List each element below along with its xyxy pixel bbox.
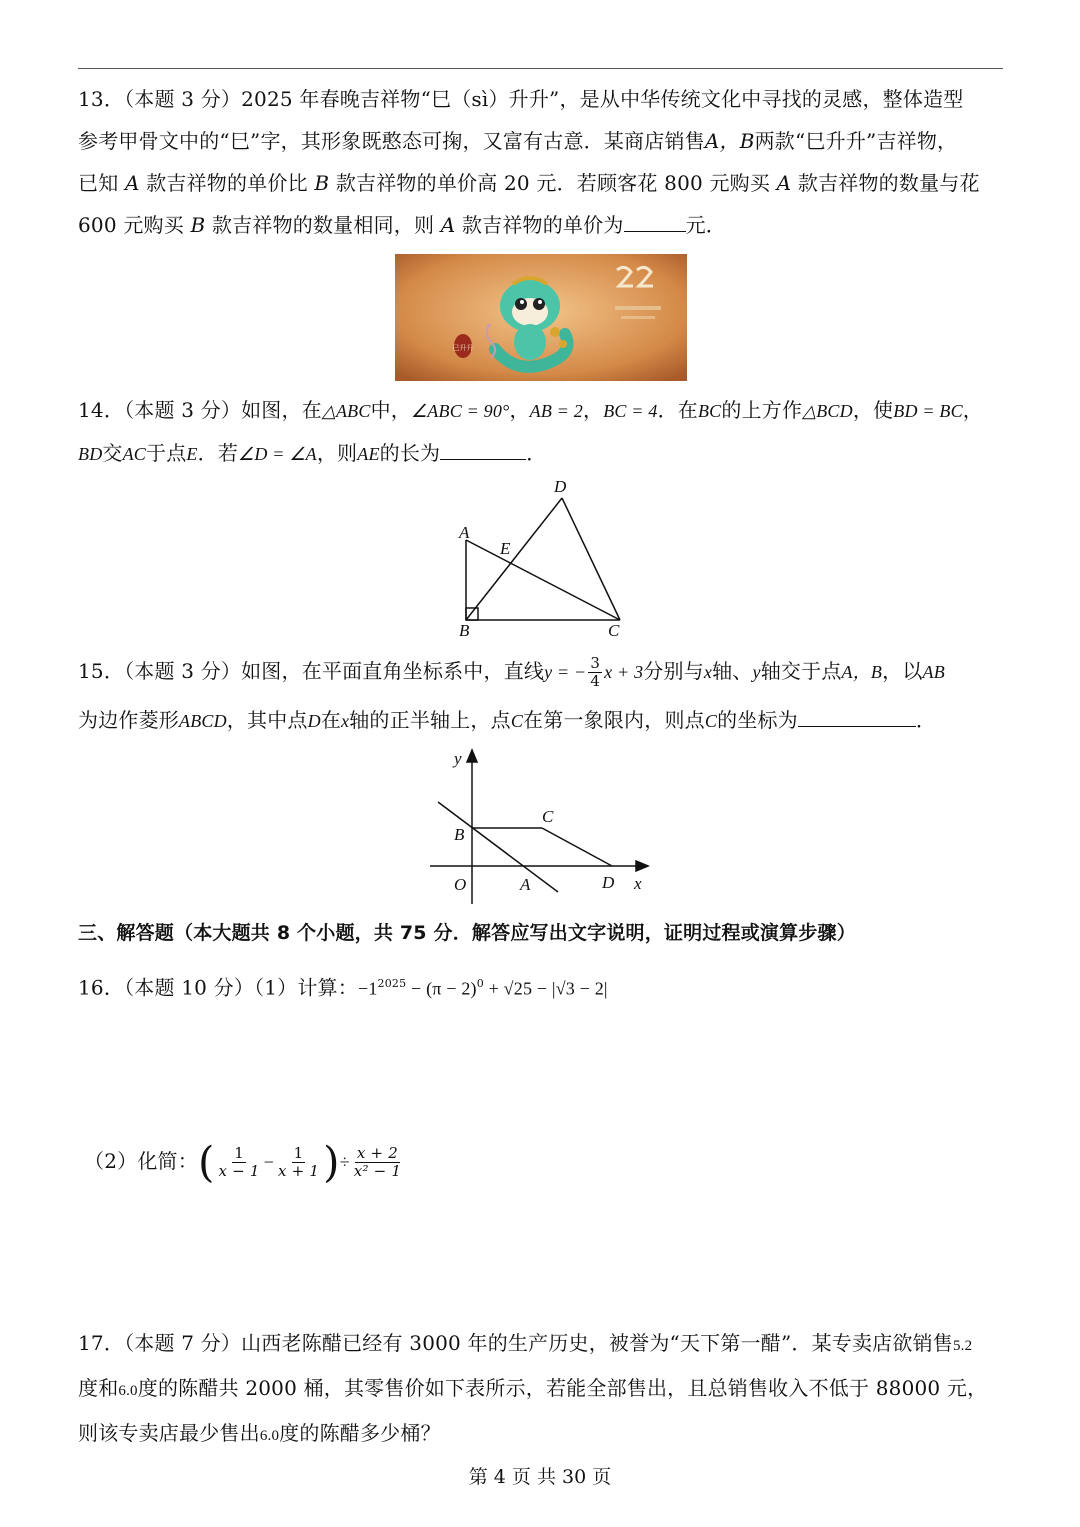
- question-15: [78, 650, 1003, 742]
- q14-triangle-figure: [450, 474, 635, 639]
- expr-term: −1: [357, 978, 378, 999]
- q15-math: A，B: [841, 662, 883, 682]
- q15-line-1: [78, 650, 1003, 693]
- q15-math: C: [704, 711, 718, 731]
- question-13: [78, 78, 1003, 246]
- q14-math: E: [186, 444, 198, 464]
- q14-text: 如图，在: [241, 398, 322, 422]
- q14-math: BC = 4: [603, 401, 658, 421]
- q14-math: AB = 2: [529, 401, 583, 421]
- q17-text: 度和: [78, 1376, 119, 1400]
- q15-math: y: [752, 662, 761, 682]
- header-rule: [78, 68, 1003, 69]
- q13-text: 款吉祥物的数量相同，则: [211, 213, 435, 237]
- fraction-denominator: x² − 1: [353, 1162, 402, 1180]
- question-number: 14．: [78, 398, 125, 422]
- q17-text: 度的陈醋多少桶？: [279, 1421, 441, 1445]
- fraction-denominator: x + 1: [278, 1162, 320, 1180]
- expr-exponent: 0: [476, 977, 484, 990]
- q13-unit: 元．: [685, 213, 726, 237]
- q14-math: ∠ABC = 90°: [410, 401, 510, 421]
- right-paren: ): [323, 1137, 340, 1187]
- fraction-3: [352, 1145, 403, 1180]
- segment-ac: [466, 540, 620, 620]
- q15-text: 为边作菱形: [78, 708, 179, 732]
- q14-text: ，则: [316, 441, 358, 465]
- q14-text: ．若: [197, 441, 239, 465]
- q14-math: ∠D = ∠A: [238, 444, 317, 464]
- q14-math: AC: [122, 444, 147, 464]
- seal-text: 巳升升: [452, 344, 474, 352]
- fraction-2: [276, 1145, 321, 1180]
- fraction-denominator: 4: [590, 672, 601, 690]
- x-axis-arrow: [636, 861, 648, 871]
- q13-var: B: [190, 213, 206, 237]
- expr-term: − (π − 2): [406, 978, 477, 999]
- equation-fraction: [588, 655, 602, 690]
- question-16-part-1: [78, 963, 1003, 1010]
- label-c: C: [542, 807, 554, 826]
- q15-text: 轴、: [712, 659, 753, 683]
- q13-line-1: [78, 78, 1003, 120]
- fraction-numerator: x + 2: [356, 1144, 399, 1162]
- question-number: 16．: [78, 975, 125, 1000]
- q15-line-2: [78, 699, 1003, 742]
- q17-value: 6.0: [118, 1383, 138, 1399]
- q14-line-1: 14．（本题 3 分）如图，在△ABC中，∠ABC = 90°，AB = 2，BC = 4．在BC的上方作△BCD，使BD = BC，: [78, 398, 983, 422]
- division-sign: ÷: [339, 1152, 350, 1172]
- segment-cd: [562, 498, 620, 620]
- q15-text: 的坐标为: [717, 708, 798, 732]
- q17-value: 5.2: [952, 1338, 973, 1354]
- q13-text: 600 元购买: [78, 213, 184, 237]
- question-17: [78, 1322, 1003, 1457]
- section-3-title: 三、解答题（本大题共 8 个小题，共 75 分．解答应写出文字说明，证明过程或演算步骤）: [78, 922, 856, 944]
- label-y: y: [454, 749, 462, 768]
- q15-math: x: [703, 662, 713, 682]
- q14-math: AE: [357, 444, 380, 464]
- fraction-denominator: x − 1: [218, 1162, 260, 1180]
- fraction-numerator: 1: [293, 1144, 304, 1162]
- question-score: （本题 3 分）: [124, 398, 242, 422]
- fraction-numerator: 3: [590, 654, 601, 672]
- q13-text: 两款“巳升升”吉祥物，: [754, 129, 958, 153]
- label-d: D: [554, 477, 567, 496]
- q14-math: △BCD: [802, 401, 853, 421]
- label-b: B: [454, 825, 465, 844]
- answer-blank[interactable]: [624, 209, 686, 232]
- q14-math: BC: [697, 401, 722, 421]
- label-x: x: [634, 874, 642, 893]
- question-number: 13．: [78, 87, 125, 111]
- q13-text: 款吉祥物的数量与花: [797, 171, 980, 195]
- equation-lhs: y = −: [544, 662, 587, 682]
- q13-text: 款吉祥物的单价高 20 元．若顾客花 800 元购买: [335, 171, 771, 195]
- label-e: E: [500, 539, 511, 558]
- q17-line-3: [78, 1412, 1003, 1457]
- q13-var: A，B: [704, 129, 755, 153]
- q13-text: 款吉祥物的单价为: [461, 213, 624, 237]
- segment-bd: [466, 498, 562, 620]
- question-14: [78, 389, 1003, 475]
- label-a: A: [520, 875, 531, 894]
- question-number: 15．: [78, 659, 125, 683]
- q14-text: 于点: [146, 441, 187, 465]
- q13-var: B: [314, 171, 330, 195]
- q14-text: 中，: [370, 398, 411, 422]
- q15-text: 在第一象限内，则点: [523, 708, 705, 732]
- q17-text: 则该专卖店最少售出: [78, 1421, 260, 1445]
- q17-value: 6.0: [259, 1428, 280, 1444]
- q13-text: 参考甲骨文中的“巳”字，其形象既憨态可掬，又富有古意．某商店销售: [78, 129, 705, 153]
- expr-term: + √25 − |√3 − 2|: [483, 978, 608, 999]
- label-o: O: [454, 875, 467, 894]
- label-c: C: [608, 621, 620, 639]
- left-paren: (: [197, 1137, 215, 1187]
- page-footer: [0, 1462, 1080, 1489]
- q15-text: ．: [915, 708, 937, 732]
- q15-math: C: [510, 711, 524, 731]
- q15-text: ，以: [882, 659, 923, 683]
- y-axis-arrow: [467, 750, 477, 762]
- q15-text: 分别与: [643, 659, 704, 683]
- question-score: （本题 10 分）: [124, 975, 255, 1000]
- q13-var: A: [124, 171, 140, 195]
- q17-text: 山西老陈醋已经有 3000 年的生产历史，被誉为“天下第一醋”．某专卖店欲销售: [241, 1331, 953, 1355]
- question-score: （本题 7 分）: [124, 1331, 242, 1355]
- answer-blank[interactable]: [798, 704, 916, 727]
- question-number: 17．: [78, 1331, 125, 1355]
- minus-sign: −: [263, 1152, 274, 1172]
- part-label: （1）计算：: [254, 975, 358, 1000]
- page-number: 第 4 页 共 30 页: [468, 1466, 612, 1488]
- q15-coordinate-figure: [430, 748, 655, 908]
- q15-text: 轴的正半轴上，点: [349, 708, 511, 732]
- q14-text: ．在: [657, 398, 698, 422]
- q13-line-4: [78, 204, 1003, 246]
- q14-math: BD = BC: [893, 401, 963, 421]
- q14-math: BD: [78, 444, 103, 464]
- equation-rhs: x + 3: [604, 662, 644, 682]
- part-label: （2）化简：: [84, 1149, 198, 1173]
- q17-text: 度的陈醋共 2000 桶，其零售价如下表所示，若能全部售出，且总销售收入不低于 88000 元，: [137, 1376, 988, 1400]
- label-a: A: [459, 523, 470, 542]
- q15-math: ABCD: [179, 711, 227, 731]
- q14-text: 的上方作: [721, 398, 803, 422]
- q15-text: 在: [320, 708, 342, 732]
- q15-text: ，其中点: [226, 708, 308, 732]
- segment-cd: [542, 828, 612, 866]
- q14-text: 交: [102, 441, 123, 465]
- q13-var: A: [776, 171, 792, 195]
- q13-text: 款吉祥物的单价比: [146, 171, 308, 195]
- q14-math: △ABC: [321, 401, 371, 421]
- q17-line-2: [78, 1367, 1003, 1412]
- q14-text: 的长为: [379, 441, 441, 465]
- q13-line-2: [78, 120, 1003, 162]
- question-score: （本题 3 分）: [124, 87, 242, 111]
- q13-text: 已知: [78, 171, 119, 195]
- label-d: D: [602, 873, 615, 892]
- q13-text: 2025 年春晚吉祥物“巳（sì）升升”，是从中华传统文化中寻找的灵感，整体造型: [241, 87, 964, 111]
- label-b: B: [459, 621, 470, 639]
- q13-var: A: [440, 213, 456, 237]
- q15-math: x: [341, 711, 350, 731]
- expr-exponent: 2025: [377, 977, 407, 990]
- q15-math: D: [307, 711, 321, 731]
- answer-blank[interactable]: [440, 437, 526, 460]
- q14-line-2: [78, 432, 1003, 475]
- fraction-1: [217, 1145, 262, 1180]
- q17-line-1: [78, 1322, 1003, 1367]
- q15-math: AB: [922, 662, 945, 682]
- question-score: （本题 3 分）: [124, 659, 242, 683]
- q15-text: 轴交于点: [760, 659, 842, 683]
- q14-text: ，使: [852, 398, 894, 422]
- question-16-part-2: [84, 1137, 1009, 1187]
- mascot-image: [395, 254, 687, 381]
- q15-text: 如图，在平面直角坐标系中，直线: [241, 659, 545, 683]
- fraction-numerator: 1: [234, 1144, 244, 1162]
- q14-text: ．: [526, 441, 547, 465]
- q13-line-3: [78, 162, 1003, 204]
- section-heading: [78, 912, 1003, 954]
